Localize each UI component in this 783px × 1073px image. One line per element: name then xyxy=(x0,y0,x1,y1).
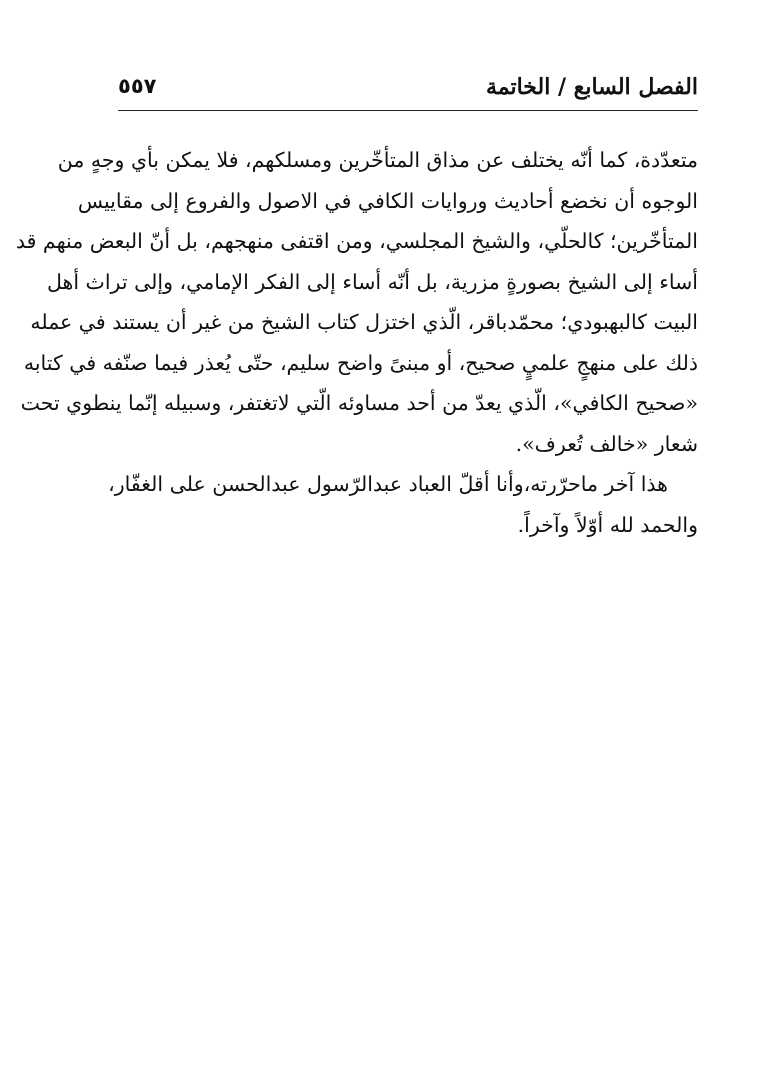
text-line: شعار «خالف تُعرف». xyxy=(515,431,698,456)
text-line: أساء إلى الشيخ بصورةٍ مزرية، بل أنّه أساء إلى الفكر الإمامي، وإلى تراث أهل xyxy=(47,269,698,294)
text-line: والحمد لله أوّلاً وآخراً. xyxy=(517,512,698,537)
text-line: ذلك على منهجٍ علميٍ صحيح، أو مبنىً واضح سليم، حتّى يُعذر فيما صنّفه في كتابه xyxy=(23,350,698,375)
text-line: هذا آخر ماحرّرته،وأنا أقلّ العباد عبدالرّسول عبدالحسن على الغفّار، xyxy=(108,472,668,496)
text-line: المتأخّرين؛ كالحلّي، والشيخ المجلسي، ومن اقتفى منهجهم، بل أنّ البعض منهم قد xyxy=(15,229,698,253)
paragraph xyxy=(15,140,698,464)
page-number: ٥٥٧ xyxy=(118,74,157,98)
text-line: «صحيح الكافي»، الّذي يعدّ من أحد مساوئه الّتي لاتغتفر، وسبيله إنّما ينطوي تحت xyxy=(20,391,698,415)
text-line: البيت كالبهبودي؛ محمّدباقر، الّذي اختزل كتاب الشيخ من غير أن يستند في عمله xyxy=(30,310,698,334)
paragraph xyxy=(108,464,698,545)
text-line: الوجوه أن نخضع أحاديث وروايات الكافي في الاصول والفروع إلى مقاييس xyxy=(77,188,698,213)
running-header xyxy=(118,66,698,111)
main-text xyxy=(15,140,698,545)
chapter-title: الفصل السابع / الخاتمة xyxy=(485,74,698,100)
text-line: متعدّدة، كما أنّه يختلف عن مذاق المتأخّرين ومسلكهم، فلا يمكن بأي وجهٍ من xyxy=(57,148,698,172)
